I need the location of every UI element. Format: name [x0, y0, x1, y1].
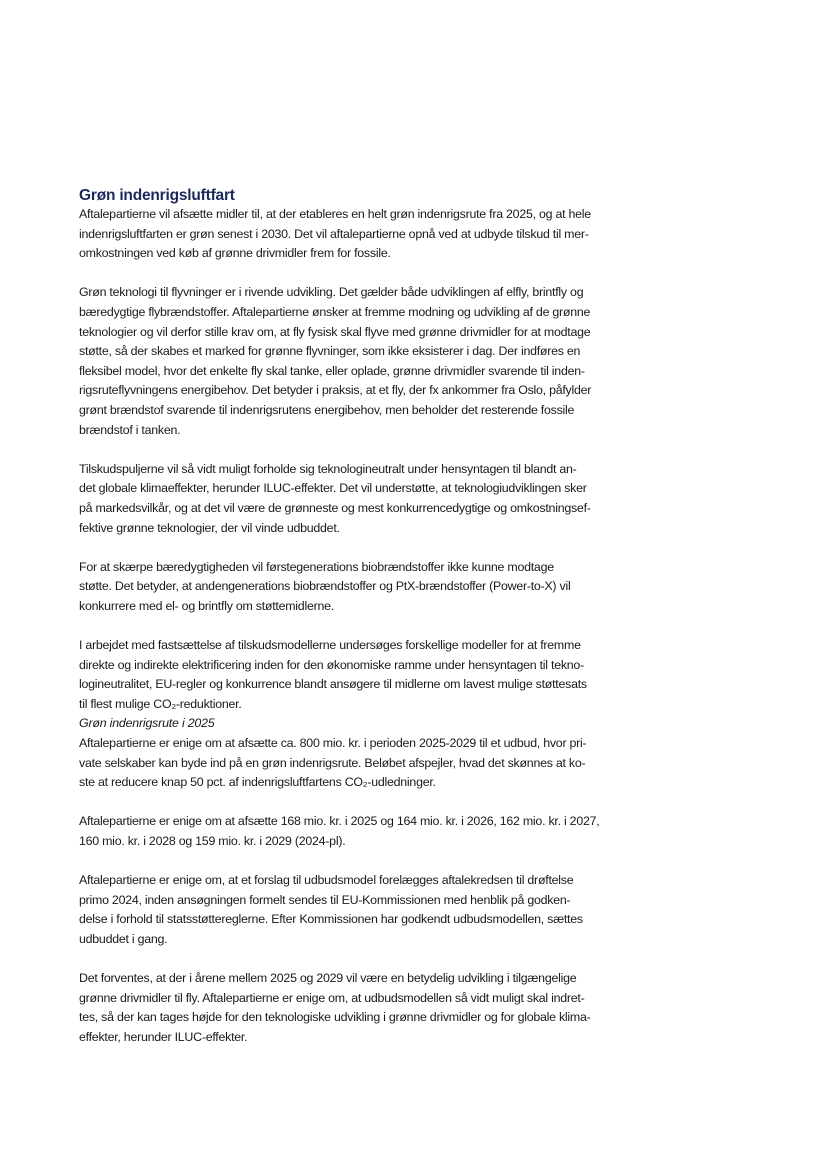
text-line: det globale klimaeffekter, herunder ILUC-effekter. Det vil understøtte, at teknologiudviklingen sker	[79, 481, 587, 496]
text-line: på markedsvilkår, og at det vil være de grønneste og mest konkurrencedygtige og omkostningsef-	[79, 500, 591, 515]
text-line: brændstof i tanken.	[79, 422, 181, 437]
paragraph-3	[79, 460, 611, 538]
text-line: direkte og indirekte elektrificering inden for den økonomiske ramme under hensyntagen til tekno-	[79, 657, 584, 672]
text-line: primo 2024, inden ansøgningen formelt sendes til EU-Kommissionen med henblik på godken-	[79, 892, 571, 907]
paragraph-4	[79, 558, 611, 617]
text-line: til flest mulige CO₂-reduktioner.	[79, 696, 242, 711]
text-line: indenrigsluftfarten er grøn senest i 2030. Det vil aftalepartierne opnå ved at udbyde tilskud til mer-	[79, 226, 589, 241]
text-line: Aftalepartierne er enige om at afsætte 168 mio. kr. i 2025 og 164 mio. kr. i 2026, 162 mio. kr. i 2027,	[79, 814, 600, 829]
text-line: logineutralitet, EU-regler og konkurrence blandt ansøgere til midlerne om lavest mulige støttesats	[79, 677, 587, 692]
paragraph-8	[79, 871, 611, 949]
text-line: Det forventes, at der i årene mellem 2025 og 2029 vil være en betydelig udvikling i tilgængelige	[79, 971, 577, 986]
text-line: støtte, så der skabes et marked for grønne flyvninger, som ikke eksisterer i dag. Der indføres en	[79, 344, 581, 359]
text-line: For at skærpe bæredygtigheden vil førstegenerations biobrændstoffer ikke kunne modtage	[79, 559, 554, 574]
text-line: 160 mio. kr. i 2028 og 159 mio. kr. i 2029 (2024-pl).	[79, 834, 346, 848]
text-line: Aftalepartierne vil afsætte midler til, at der etableres en helt grøn indenrigsrute fra 2025, og at hele	[79, 207, 591, 221]
text-line: ste at reducere knap 50 pct. af indenrigsluftfartens CO₂-udledninger.	[79, 775, 436, 790]
text-line: bæredygtige flybrændstoffer. Aftalepartierne ønsker at fremme modning og udvikling af de grønne	[79, 304, 591, 319]
text-line: Aftalepartierne er enige om, at et forslag til udbudsmodel forelægges aftalekredsen til drøftelse	[79, 873, 574, 888]
text-line: Grøn teknologi til flyvninger er i rivende udvikling. Det gælder både udviklingen af elfly, brintfly og	[79, 285, 584, 300]
paragraph-9	[79, 969, 611, 1047]
paragraph-6	[79, 734, 611, 793]
paragraph-5	[79, 636, 611, 714]
text-line: udbuddet i gang.	[79, 931, 168, 946]
text-line: fektive grønne teknologier, der vil vinde udbuddet.	[79, 520, 340, 535]
text-line: vate selskaber kan byde ind på en grøn indenrigsrute. Beløbet afspejler, hvad det skønnes at ko-	[79, 755, 586, 770]
paragraph-2	[79, 283, 611, 440]
text-line: grønne drivmidler til fly. Aftalepartierne er enige om, at udbudsmodellen så vidt muligt skal indret-	[79, 990, 585, 1005]
subsection-heading: Grøn indenrigsrute i 2025	[79, 716, 215, 731]
text-line: delse i forhold til statsstøttereglerne. Efter Kommissionen har godkendt udbudsmodellen, sættes	[79, 912, 583, 927]
text-line: teknologier og vil derfor stille krav om, at fly fysisk skal flyve med grønne drivmidler for at modtage	[79, 324, 591, 339]
text-line: grønt brændstof svarende til indenrigsrutens energibehov, men beholder det resterende fossile	[79, 402, 575, 417]
text-line: tes, så der kan tages højde for den teknologiske udvikling i grønne drivmidler og for globale klima-	[79, 1010, 591, 1025]
text-line: omkostningen ved køb af grønne drivmidler frem for fossile.	[79, 246, 391, 261]
text-line: effekter, herunder ILUC-effekter.	[79, 1029, 248, 1044]
text-line: Tilskudspuljerne vil så vidt muligt forholde sig teknologineutralt under hensyntagen til blandt an-	[79, 461, 577, 476]
paragraph-1	[79, 205, 611, 264]
paragraph-7	[79, 812, 611, 851]
section-heading: Grøn indenrigsluftfart	[79, 187, 235, 204]
text-line: fleksibel model, hvor det enkelte fly skal tanke, eller oplade, grønne drivmidler svarende til inden-	[79, 363, 585, 378]
document-page	[79, 186, 611, 1048]
text-line: konkurrere med el- og brintfly om støttemidlerne.	[79, 598, 334, 613]
text-line: støtte. Det betyder, at andengenerations biobrændstoffer og PtX-brændstoffer (Power-to-X) vil	[79, 579, 571, 594]
text-line: rigsruteflyvningens energibehov. Det betyder i praksis, at et fly, der fx ankommer fra Oslo, påfylder	[79, 383, 592, 398]
text-line: I arbejdet med fastsættelse af tilskudsmodellerne undersøges forskellige modeller for at fremme	[79, 638, 581, 653]
text-line: Aftalepartierne er enige om at afsætte ca. 800 mio. kr. i perioden 2025-2029 til et udbud, hvor pri-	[79, 736, 587, 751]
